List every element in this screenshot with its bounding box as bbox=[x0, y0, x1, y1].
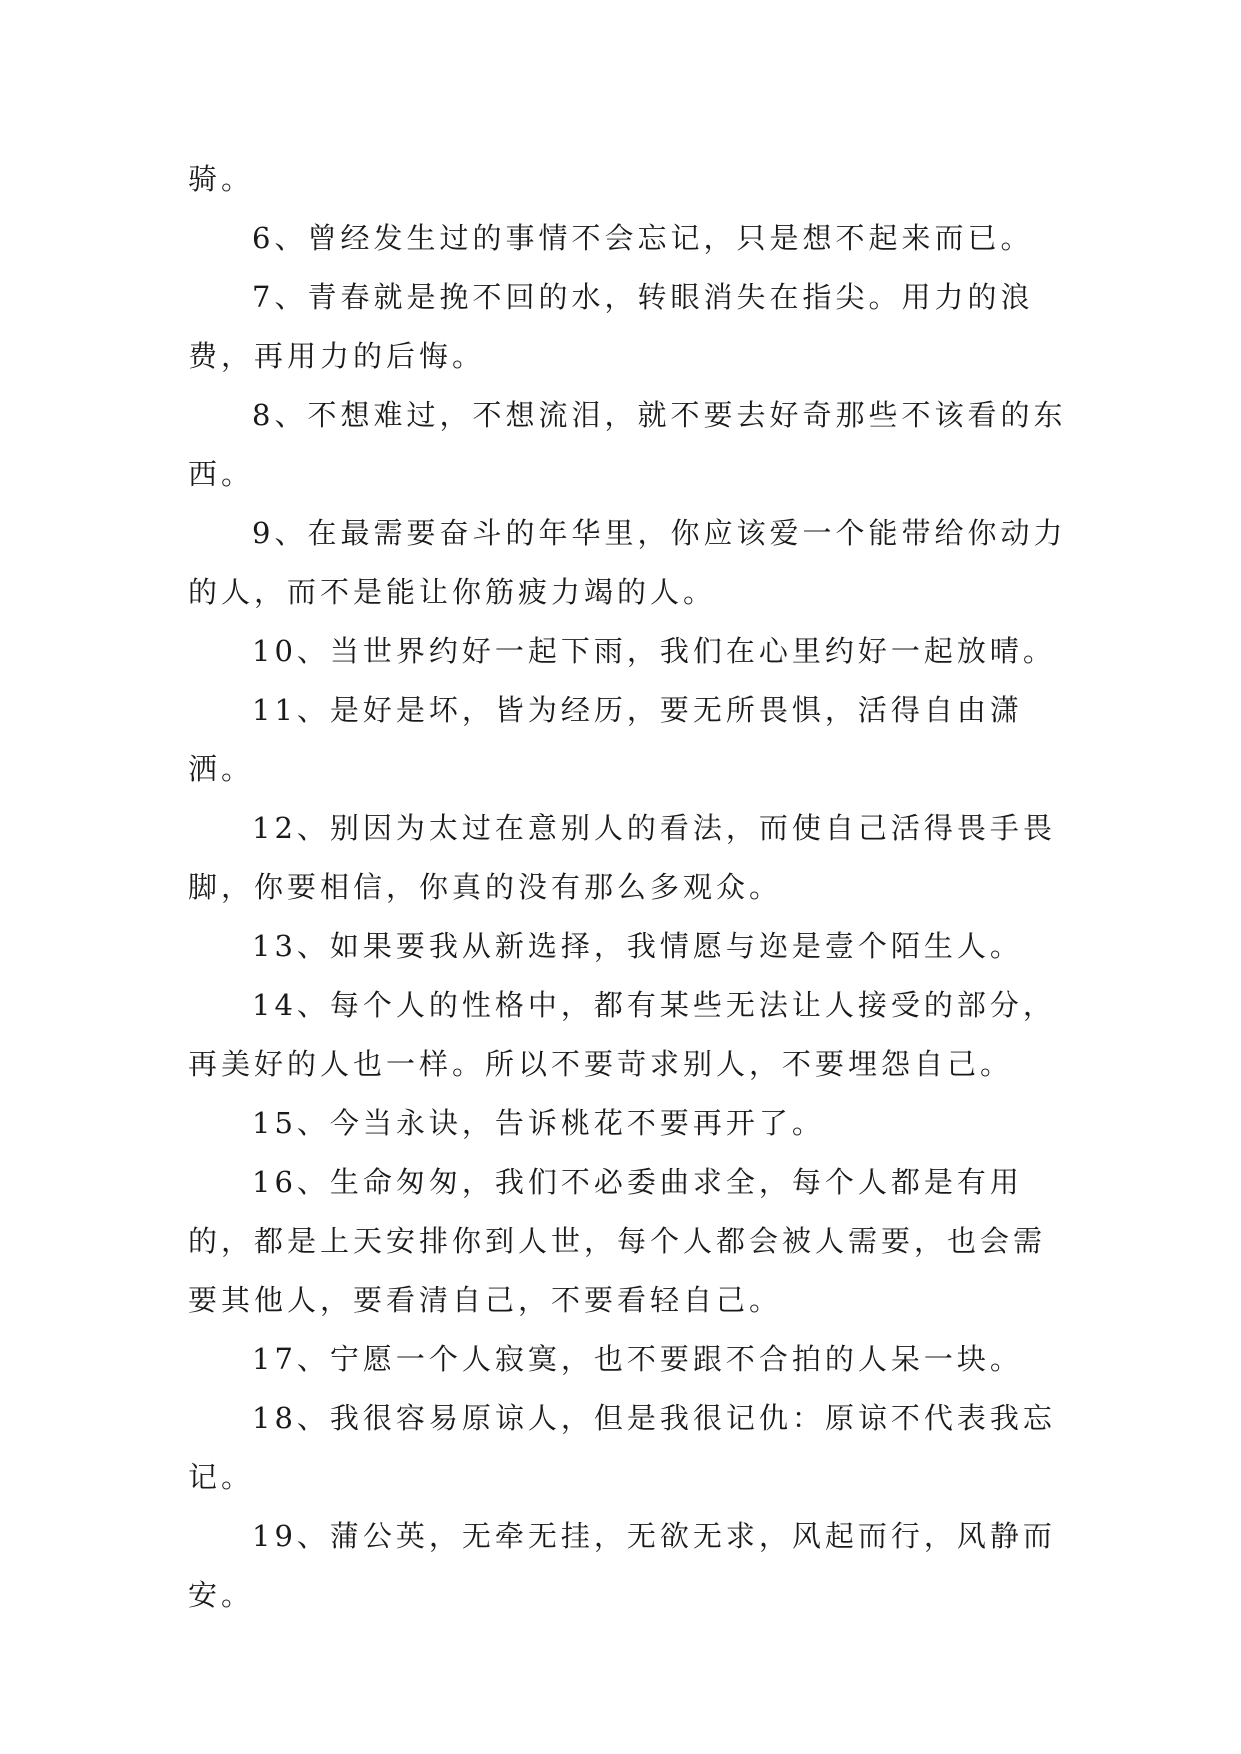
document-body bbox=[188, 150, 1068, 1625]
paragraph-9: 9、在最需要奋斗的年华里，你应该爱一个能带给你动力的人，而不是能让你筋疲力竭的人。 bbox=[188, 516, 1067, 609]
paragraph-17: 17、宁愿一个人寂寞，也不要跟不合拍的人呆一块。 bbox=[252, 1342, 1023, 1376]
paragraph-6: 6、曾经发生过的事情不会忘记，只是想不起来而已。 bbox=[252, 221, 1034, 255]
paragraph-18: 18、我很容易原谅人，但是我很记仇：原谅不代表我忘记。 bbox=[188, 1401, 1056, 1494]
paragraph-12: 12、别因为太过在意别人的看法，而使自己活得畏手畏脚，你要相信，你真的没有那么多观众。 bbox=[188, 811, 1056, 904]
paragraph-16: 16、生命匆匆，我们不必委曲求全，每个人都是有用的，都是上天安排你到人世，每个人都会被人需要，也会需要其他人，要看清自己，不要看轻自己。 bbox=[188, 1165, 1047, 1317]
paragraph-continuation: 骑。 bbox=[188, 162, 255, 196]
paragraph-14: 14、每个人的性格中，都有某些无法让人接受的部分，再美好的人也一样。所以不要苛求别人，不要埋怨自己。 bbox=[188, 988, 1056, 1081]
paragraph-8: 8、不想难过，不想流泪，就不要去好奇那些不该看的东西。 bbox=[188, 398, 1067, 491]
paragraph-10: 10、当世界约好一起下雨，我们在心里约好一起放晴。 bbox=[252, 634, 1056, 668]
paragraph-15: 15、今当永诀，告诉桃花不要再开了。 bbox=[252, 1106, 825, 1140]
paragraph-19: 19、蒲公英，无牵无挂，无欲无求，风起而行，风静而安。 bbox=[188, 1519, 1056, 1612]
paragraph-7: 7、青春就是挽不回的水，转眼消失在指尖。用力的浪费，再用力的后悔。 bbox=[188, 280, 1034, 373]
paragraph-13: 13、如果要我从新选择，我情愿与迩是壹个陌生人。 bbox=[252, 929, 1023, 963]
paragraph-11: 11、是好是坏，皆为经历，要无所畏惧，活得自由潇洒。 bbox=[188, 693, 1023, 786]
